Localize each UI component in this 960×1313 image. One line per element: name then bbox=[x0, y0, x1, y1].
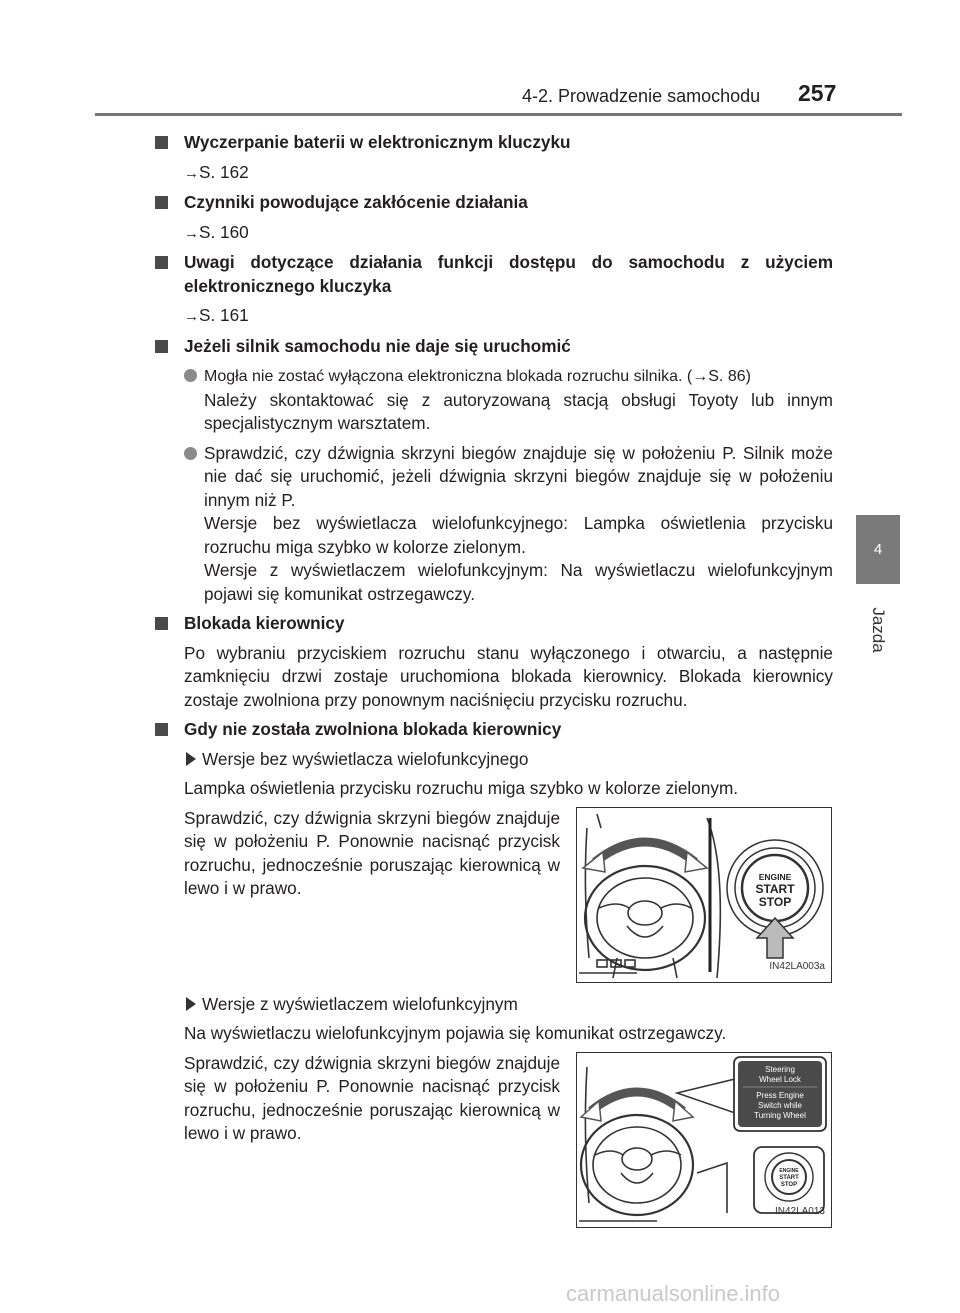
figure-steering-lock-1 bbox=[576, 807, 832, 983]
paragraph: Lampka oświetlenia przycisku rozruchu miga szybko w kolorze zielonym. bbox=[184, 778, 739, 798]
arrow-right-icon: → bbox=[184, 164, 199, 182]
section-heading: Wyczerpanie baterii w elektronicznym kluczyku bbox=[155, 131, 833, 155]
arrow-right-icon: → bbox=[184, 308, 199, 325]
square-bullet-icon bbox=[155, 196, 168, 209]
circle-bullet-icon bbox=[184, 369, 197, 382]
square-bullet-icon bbox=[155, 136, 168, 149]
page-reference[interactable]: →S. 162 bbox=[184, 161, 249, 182]
chapter-tab[interactable]: 4 bbox=[856, 515, 900, 584]
square-bullet-icon bbox=[155, 723, 168, 736]
section-heading: Gdy nie została zwolniona blokada kierownicy bbox=[155, 718, 833, 742]
header-divider bbox=[95, 113, 902, 116]
watermark: carmanualsonline.info bbox=[566, 1281, 781, 1306]
list-item: Sprawdzić, czy dźwignia skrzyni biegów znajduje się w położeniu P. Silnik może nie dać się uruchomić, jeżeli dźwignia skrzyni biegów znajduje się w położeniu innym niż P. Wersje bez wyświetlacza wielofunkcyjnego: Lampka oświetlenia przycisku rozruchu miga szybko w kolorze zielonym. Wersje z wyświetlaczem wielofunkcyjnym: Na wyświetlaczu wielofunkcyjnym pojawi się komunikat ostrzegawczy. bbox=[155, 442, 833, 607]
figure-caption-text: Sprawdzić, czy dźwignia skrzyni biegów znajduje się w położeniu P. Ponownie nacisnąć przycisk rozruchu, jednocześnie poruszając kierownicą w lewo i w prawo. bbox=[184, 1052, 560, 1143]
variant-label: Wersje bez wyświetlacza wielofunkcyjnego bbox=[155, 748, 833, 772]
button-label-stop: STOP bbox=[758, 894, 792, 909]
button-label-start: START bbox=[755, 881, 795, 896]
circle-bullet-icon bbox=[184, 447, 197, 460]
section-heading: Uwagi dotyczące działania funkcji dostępu do samochodu z użyciem elektronicznego kluczyka bbox=[155, 251, 833, 298]
page-reference[interactable]: →S. 160 bbox=[184, 221, 249, 242]
display-message-line: Switch while bbox=[757, 1100, 803, 1110]
arrow-right-icon: → bbox=[692, 368, 709, 385]
figure-row bbox=[155, 807, 833, 993]
button-label-start: START bbox=[779, 1174, 799, 1181]
triangle-right-icon bbox=[186, 752, 196, 766]
figure-code: IN42LA013 bbox=[774, 1206, 825, 1217]
header-section-title: 4-2. Prowadzenie samochodu bbox=[522, 86, 761, 106]
figure-steering-lock-2 bbox=[576, 1052, 832, 1228]
triangle-right-icon bbox=[186, 997, 196, 1011]
button-label-engine: ENGINE bbox=[758, 871, 792, 882]
display-message-line: Press Engine bbox=[756, 1090, 804, 1100]
figure-caption-text: Sprawdzić, czy dźwignia skrzyni biegów znajduje się w położeniu P. Ponownie nacisnąć przycisk rozruchu, jednocześnie poruszając kierownicą w lewo i w prawo. bbox=[184, 807, 560, 898]
display-message-line: Turning Wheel bbox=[754, 1110, 806, 1120]
page-number: 257 bbox=[798, 80, 837, 106]
arrow-right-icon: → bbox=[184, 224, 199, 242]
page-reference[interactable]: →S. 161 bbox=[184, 305, 249, 325]
paragraph: Po wybraniu przyciskiem rozruchu stanu wyłączonego i otwarciu, a następnie zamknięciu drzwi zostaje uruchomiona blokada kierownicy. Blokada kierownicy zostaje zwolniona przy ponownym naciśnięciu przycisku rozruchu. bbox=[184, 642, 833, 710]
square-bullet-icon bbox=[155, 256, 168, 269]
figure-code: IN42LA003a bbox=[769, 961, 825, 972]
display-message-line: Steering bbox=[765, 1064, 795, 1074]
square-bullet-icon bbox=[155, 617, 168, 630]
paragraph: Na wyświetlaczu wielofunkcyjnym pojawia się komunikat ostrzegawczy. bbox=[184, 1023, 727, 1043]
variant-label: Wersje z wyświetlaczem wielofunkcyjnym bbox=[155, 993, 833, 1017]
section-heading: Czynniki powodujące zakłócenie działania bbox=[155, 191, 833, 215]
button-label-stop: STOP bbox=[780, 1181, 798, 1188]
display-message-line: Wheel Lock bbox=[759, 1074, 801, 1084]
page-content bbox=[155, 125, 833, 1252]
list-item: Mogła nie zostać wyłączona elektroniczna blokada rozruchu silnika. (→S. 86) Należy skontaktować się z autoryzowaną stacją obsługi Toyoty lub innym specjalistycznym warsztatem. bbox=[155, 364, 833, 436]
section-heading: Blokada kierownicy bbox=[155, 612, 833, 636]
page-reference[interactable]: S. 86) bbox=[708, 368, 751, 385]
square-bullet-icon bbox=[155, 340, 168, 353]
button-label-engine: ENGINE bbox=[779, 1167, 799, 1174]
figure-row bbox=[155, 1052, 833, 1252]
section-heading: Jeżeli silnik samochodu nie daje się uruchomić bbox=[155, 335, 833, 359]
chapter-label: Jazda bbox=[869, 607, 888, 653]
